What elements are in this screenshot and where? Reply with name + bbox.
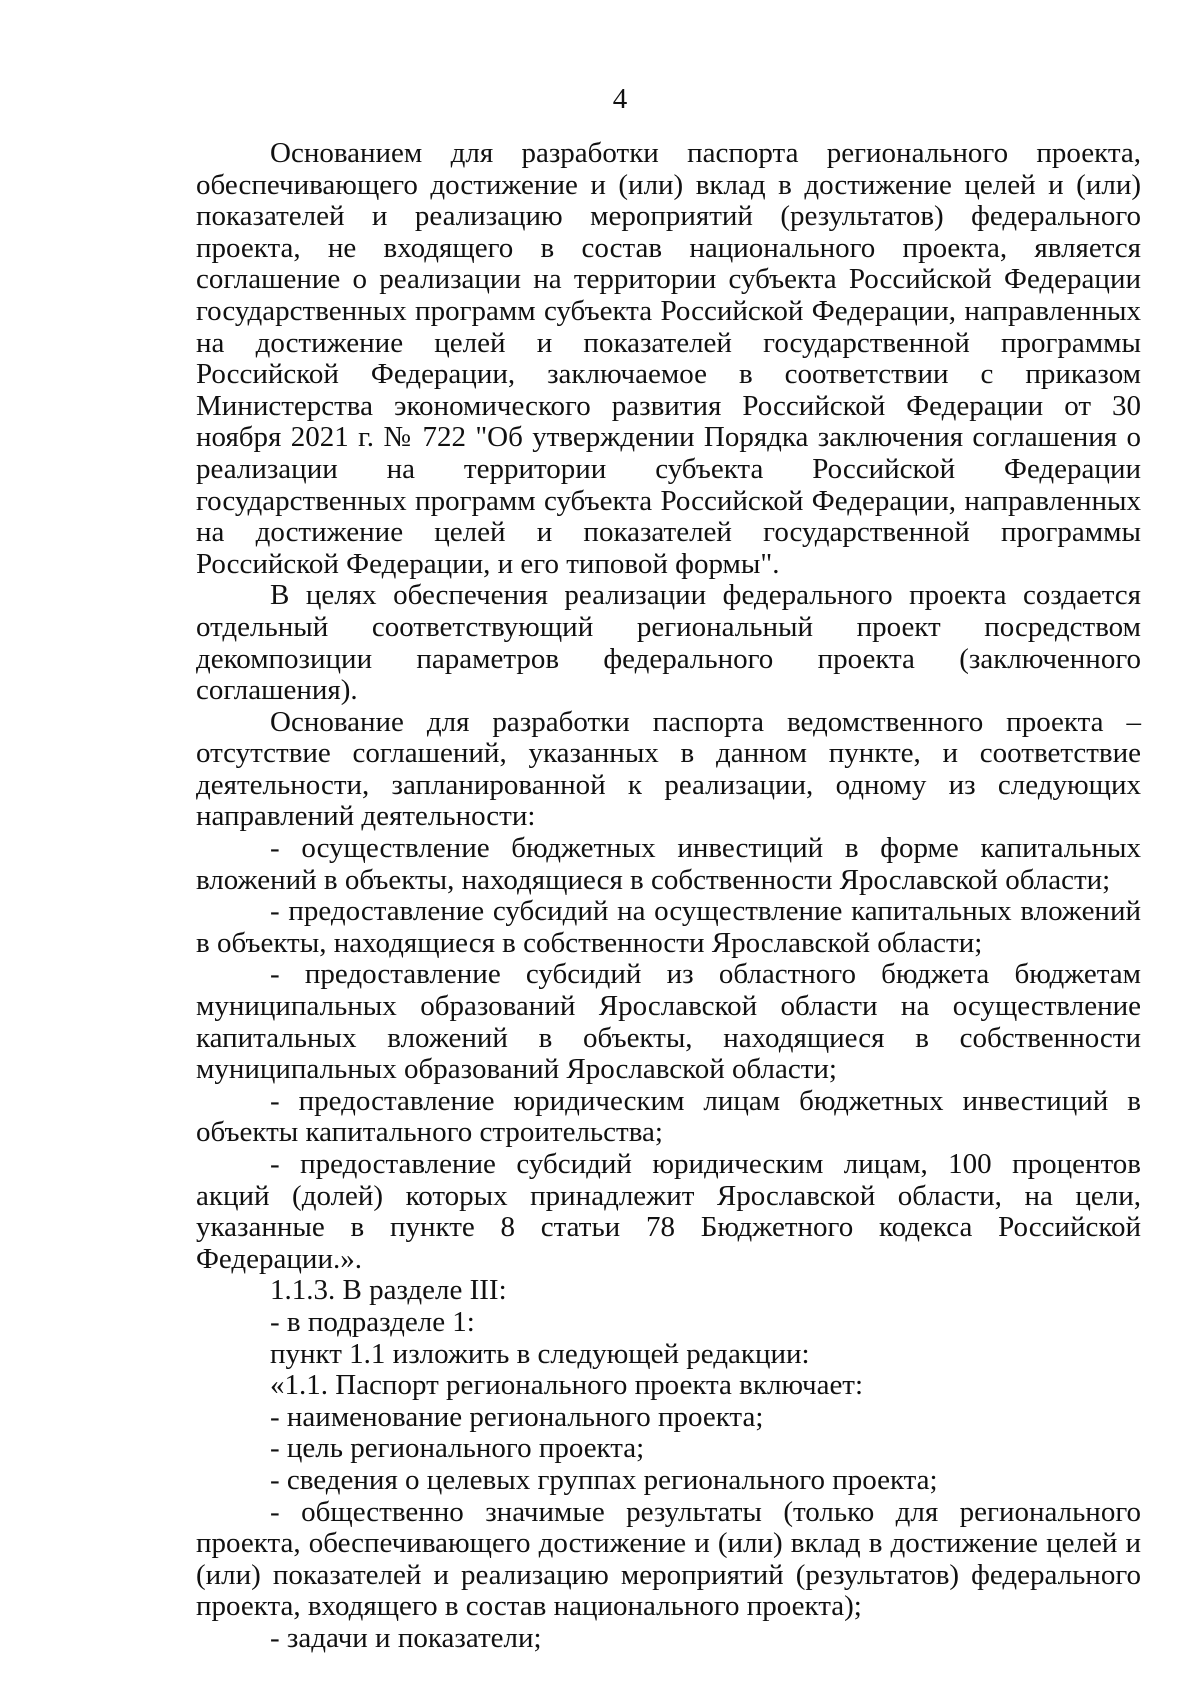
paragraph-federal-project-purpose: В целях обеспечения реализации федерального проекта создается отдельный соответствующий региональный проект посредством декомпозиции параметров федерального проекта (заключенного соглашения). <box>196 579 1141 707</box>
document-body <box>196 138 1141 1655</box>
list-item-legal-entity-subsidies: - предоставление субсидий юридическим лицам, 100 процентов акций (долей) которых принадлежит Ярославской области, на цели, указанные в пункте 8 статьи 78 Бюджетного кодекса Российской Федерации.». <box>196 1148 1141 1275</box>
page-number: 4 <box>612 83 628 115</box>
list-item-municipal-subsidies: - предоставление субсидий из областного бюджета бюджетам муниципальных образований Ярославской области на осуществление капитальных вложений в объекты, находящиеся в собственности муниципальных образований Ярославской области; <box>196 958 1141 1086</box>
clause-1-1-3: 1.1.3. В разделе III: <box>270 1274 507 1307</box>
list-item-budget-investments: - осуществление бюджетных инвестиций в форме капитальных вложений в объекты, находящиеся в собственности Ярославской области; <box>196 832 1141 896</box>
list-item-public-results: - общественно значимые результаты (только для регионального проекта, обеспечивающего достижение и (или) вклад в достижение целей и (или) показателей и реализацию мероприятий (результатов) федерального проекта, входящего в состав национального проекта); <box>196 1495 1141 1623</box>
list-item-project-name: - наименование регионального проекта; <box>270 1400 764 1433</box>
list-item-legal-entity-investments: - предоставление юридическим лицам бюджетных инвестиций в объекты капитального строительства; <box>196 1084 1141 1149</box>
subsection-1: - в подразделе 1: <box>270 1305 475 1338</box>
list-item-capital-subsidies: - предоставление субсидий на осуществление капитальных вложений в объекты, находящиеся в собственности Ярославской области; <box>196 895 1141 959</box>
paragraph-basis-departmental-project: Основание для разработки паспорта ведомственного проекта – отсутствие соглашений, указанных в данном пункте, и соответствие деятельности, запланированной к реализации, одному из следующих направлений деятельности: <box>196 705 1141 833</box>
clause-1-1-instruction: пункт 1.1 изложить в следующей редакции: <box>270 1337 810 1370</box>
list-item-project-goal: - цель регионального проекта; <box>270 1432 645 1465</box>
list-item-tasks-indicators: - задачи и показатели; <box>270 1621 542 1654</box>
list-item-target-groups: - сведения о целевых группах регионального проекта; <box>270 1463 938 1496</box>
clause-1-1-passport-includes: «1.1. Паспорт регионального проекта включает: <box>270 1369 864 1402</box>
paragraph-basis-regional-project: Основанием для разработки паспорта регионального проекта, обеспечивающего достижение и (или) вклад в достижение целей и (или) показателей и реализацию мероприятий (результатов) федерального проекта, не входящего в состав национального проекта, является соглашение о реализации на территории субъекта Российской Федерации государственных программ субъекта Российской Федерации, направленных на достижение целей и показателей государственной программы Российской Федерации, заключаемое в соответствии с приказом Министерства экономического развития Российской Федерации от 30 ноября 2021 г. № 722 "Об утверждении Порядка заключения соглашения о реализации на территории субъекта Российской Федерации государственных программ субъекта Российской Федерации, направленных на достижение целей и показателей государственной программы Российской Федерации, и его типовой формы". <box>196 137 1141 580</box>
